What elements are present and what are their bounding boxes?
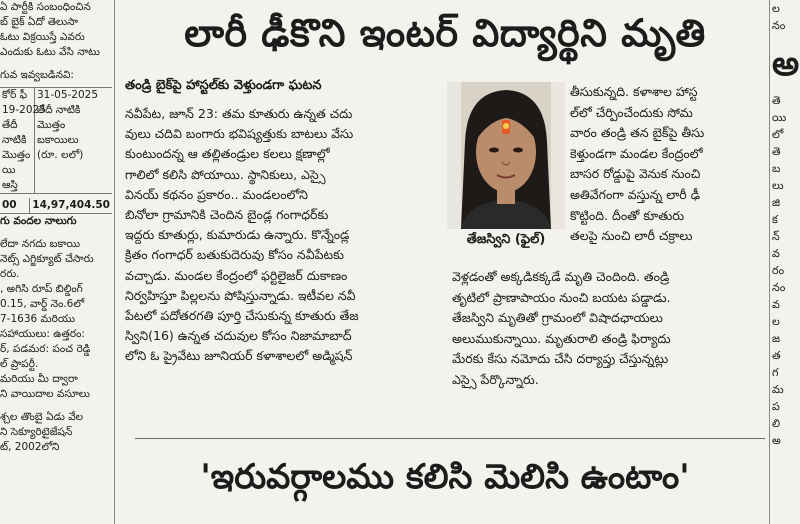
- column-divider-right: [769, 0, 770, 524]
- student-photo: [447, 82, 565, 229]
- article-subhead: తండ్రి బైక్‌పై హాస్టల్‌కు వెళ్తుండగా ఘటన: [125, 78, 322, 93]
- notice-line: శ్చల తొంబై ఏడు వేల: [0, 411, 84, 423]
- notice-line: సహాయులు: ఉత్తరం:: [0, 328, 85, 340]
- clipped-line: వ: [772, 298, 780, 311]
- clipped-line: మ: [772, 383, 784, 396]
- clipped-line: జ: [772, 332, 781, 345]
- article-text-line: కుంటుందన్న ఆ తల్లితండ్రుల కలలు క్షణాల్లో: [125, 146, 330, 162]
- article-text-line: నిర్వహిస్తూ పిల్లలను పోషిస్తున్నాడు. ఇటీవల నవీ: [125, 287, 356, 303]
- photo-caption: తేజస్విని (ఫైల్): [466, 232, 546, 247]
- article-text-line: కెళ్తుండగా మండల కేంద్రంలో: [570, 145, 703, 161]
- article-text-line: అలుముకున్నాయి. మృతురాలి తండ్రి ఫిర్యాదు: [452, 330, 671, 346]
- table-cell: తేదీ నాటికి: [37, 104, 81, 116]
- notice-line: గు వందల నాలుగు: [0, 215, 77, 227]
- article-headline: లారీ ఢీకొని ఇంటర్ విద్యార్థిని మృతి: [184, 11, 706, 55]
- notice-line: రరు.: [0, 268, 20, 280]
- clipped-line: న్: [772, 230, 780, 243]
- notice-line: నెట్స్ ఎగ్జిక్యూట్ చేసారు: [0, 253, 94, 265]
- article-text-line: పేటలో పదోతరగతి పూర్తి చేసుకున్న కూతురు తేజ: [125, 308, 359, 324]
- clipped-line: నం: [772, 281, 786, 294]
- article-text-line: ఇద్దరు కూతుర్లు, కుమారుడు ఉన్నారు. కొన్నేండ్ల: [125, 227, 350, 243]
- table-cell: ఆస్తి: [2, 179, 18, 191]
- article-separator: [135, 438, 765, 439]
- table-cell: బకాయిలు: [37, 134, 79, 146]
- article-text-line: స్విని(16) ఉన్నత చదువుల కోసం నిజామాబాద్: [125, 328, 352, 344]
- clipped-line: వ: [772, 247, 780, 260]
- notice-line: ల్ ప్రాపర్టీ.: [0, 358, 39, 370]
- table-cell: మొత్తం: [2, 149, 31, 161]
- notice-line: ఏ పార్టీకి సంబంధించిన: [0, 1, 91, 13]
- arrears-total-amount: 14,97,404.50: [32, 199, 110, 211]
- article-text-line: వారం తండ్రి తన బైక్‌పై తీసు: [570, 125, 705, 141]
- second-headline: 'ఇరువర్గాలము కలిసి మెలిసి ఉంటాం': [200, 457, 690, 497]
- column-divider-left: [114, 0, 115, 524]
- notice-line: 7-1636 మరియు: [0, 313, 75, 325]
- clipped-line: బ: [772, 162, 781, 175]
- clipped-line: ప: [772, 400, 780, 413]
- article-column-a: [125, 104, 445, 367]
- notice-line: గువ ఇవ్వబడినవి:: [0, 69, 74, 81]
- clipped-line: గ: [772, 366, 779, 379]
- clipped-line: లో: [772, 128, 784, 141]
- arrears-total-left: 00: [0, 198, 30, 213]
- article-text-line: కొట్టింది. దీంతో కూతురు: [570, 207, 685, 223]
- table-cell: నాటికి: [2, 134, 27, 146]
- article-text-line: వెళ్లడంతో అక్కడికక్కడే మృతి చెందింది. తండ్రి: [452, 269, 670, 284]
- article-text-line: వులు చదివి బంగారు భవిష్యత్తుకు బాటలు వేసు: [125, 126, 354, 142]
- table-cell: కోర్ ఫీ: [2, 89, 28, 101]
- article-text-line: తీసుకున్నది. కళాశాల హాస్ట: [570, 84, 698, 99]
- notice-line: బ్ బైక్ ఏదో తెలుసా: [0, 16, 78, 28]
- clipped-line: నం: [772, 19, 786, 32]
- article-text-line: నవీపేట, జూన్ 23: తమ కూతురు ఉన్నత చదు: [125, 106, 353, 121]
- article-text-line: తేజస్విని మృతితో గ్రామంలో విషాదఛాయలు: [452, 310, 663, 326]
- clipped-line: త: [772, 349, 781, 362]
- arrears-table-left: [0, 88, 46, 193]
- notice-line: ర్, పడమర: పంచ రెడ్డి: [0, 343, 91, 355]
- notice-line: మరియు మీ ద్వారా: [0, 373, 78, 385]
- article-text-line: ఎస్సై పేర్కొన్నారు.: [452, 371, 539, 387]
- article-text-line: బాసర రోడ్డుపై వెనుక నుంచి: [570, 166, 701, 182]
- table-cell: యి: [2, 164, 16, 176]
- clipped-line: జి: [772, 196, 781, 209]
- left-column-notice: [0, 0, 112, 524]
- table-cell: తేదీ: [2, 119, 18, 131]
- article-text-line: వచ్చాడు. మండల కేంద్రంలో ఫర్టిలైజర్ దుకాణం: [125, 267, 348, 283]
- left-top-lines: [0, 0, 112, 83]
- article-text-line: మేరకు కేసు నమోదు చేసి దర్యాప్తు చేస్తున్నట్లు: [452, 351, 669, 367]
- article-text-line: తలపై నుంచి లారీ చక్రాలు: [570, 228, 693, 244]
- clipped-line: ల: [772, 2, 780, 15]
- clipped-line: ల: [772, 315, 780, 328]
- left-bottom-lines: [0, 214, 112, 455]
- arrears-table-right: [35, 88, 112, 193]
- clipped-line: తె: [772, 145, 781, 158]
- right-column-heading: అ: [772, 44, 800, 84]
- notice-line: ట్, 2002లోని: [0, 441, 60, 453]
- right-top-lines: [772, 0, 800, 34]
- clipped-line: అ: [772, 434, 781, 447]
- article-text-line: గాలిలో కలిసి పోయాయి. స్థానికులు, ఎస్సై: [125, 166, 326, 182]
- article-text-line: క్రితం గంగాధర్ బతుకుదెరువు కోసం నవీపేటకు: [125, 247, 344, 263]
- clipped-line: లి: [772, 417, 781, 430]
- arrears-total-row: [0, 198, 112, 214]
- article-text-line: తృటిలో ప్రాణాపాయం నుంచి బయట పడ్డాడు.: [452, 289, 671, 305]
- table-cell: 19-2025: [2, 104, 46, 116]
- table-cell: (రూ. లలో): [37, 149, 84, 161]
- table-cell: 31-05-2025: [37, 89, 99, 101]
- article-text-line: లోని ఓ ప్రైవేటు జూనియర్ కళాశాలలో అడ్మిషన్: [125, 348, 353, 364]
- article-text-line: బినోలా గ్రామానికి చెందిన బైండ్ల గంగాధర్‌కు: [125, 207, 329, 223]
- notice-line: ని సెక్యూరిటైజేషన్: [0, 426, 73, 438]
- clipped-line: యి: [772, 111, 787, 124]
- article-column-c: [452, 267, 768, 391]
- notice-line: 0.15, వార్డ్ నెం.6లో: [0, 298, 85, 310]
- arrears-table: [0, 87, 112, 194]
- notice-line: , అగిసి రూప్ బిల్డింగ్: [0, 283, 83, 295]
- table-cell: మొత్తం: [37, 119, 66, 131]
- clipped-line: రం: [772, 264, 785, 277]
- article-text-line: అతివేగంగా వస్తున్న లారీ ఢీ: [570, 186, 700, 202]
- article-column-b: [570, 82, 768, 247]
- portrait-image: [447, 82, 565, 229]
- article-text-line: ల్‌లో చేర్పించేందుకు సోమ: [570, 104, 693, 120]
- right-column-clipped: [772, 0, 800, 524]
- right-bottom-lines: [772, 92, 800, 449]
- notice-line: ఎందుకు ఓటు వేసి నాటు: [0, 46, 100, 58]
- notice-line: ని వాయిదాల వసూలు: [0, 388, 90, 400]
- clipped-line: లు: [772, 179, 784, 192]
- clipped-line: క: [772, 213, 778, 226]
- notice-line: ఓటు విక్రయిస్తే ఎవరు: [0, 31, 85, 43]
- article-text-line: వినయ్ కథనం ప్రకారం.. మండలంలోని: [125, 186, 308, 202]
- clipped-line: తె: [772, 94, 781, 107]
- notice-line: లేదా నగదు బకాయి: [0, 238, 81, 250]
